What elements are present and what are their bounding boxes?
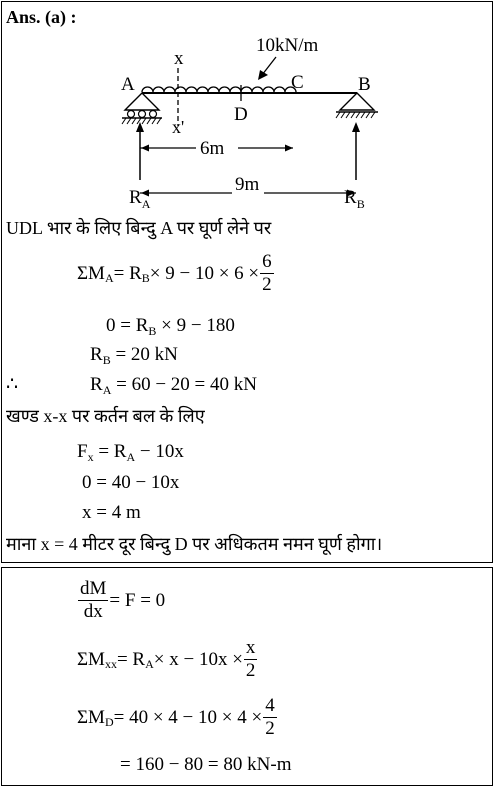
section-bottom-label: x' xyxy=(172,117,185,137)
equation-moment-d: ΣM D = 40 × 4 − 10 × 4 × $\frac{4}{2}$ xyxy=(77,695,275,739)
reaction-arrow-b xyxy=(352,122,360,132)
equation-moment-a: ΣM A = R B × 9 − 10 × 6 × $\frac{6}{2}$ xyxy=(77,251,272,295)
left-support xyxy=(125,93,159,110)
udl-load xyxy=(142,87,296,92)
shear-force-text: खण्ड x-x पर कर्तन बल के लिए xyxy=(6,406,205,426)
dim-6m: 6m xyxy=(200,138,225,159)
max-moment-text: माना x = 4 मीटर दूर बिन्दु D पर अधिकतम नमन घूर्ण होगा। xyxy=(6,534,383,554)
reaction-b-label: $R_B$ xyxy=(344,187,365,211)
label-b: B xyxy=(358,74,371,95)
equation-moment-xx: ΣM xx = R A × x − 10x × $\frac{x}{2}$ xyxy=(77,637,256,681)
equation-shear-force: $F_x = R_A - 10x$ xyxy=(77,441,184,464)
label-a: A xyxy=(121,74,135,95)
beam-diagram xyxy=(0,30,494,215)
label-d: D xyxy=(234,104,248,125)
udl-moment-text: UDL भार के लिए बिन्दु A पर घूर्ण लेने पर xyxy=(6,218,272,238)
label-c: C xyxy=(291,72,304,93)
answer-heading: Ans. (a) : xyxy=(6,7,77,27)
section-top-label: x xyxy=(174,48,184,69)
right-support xyxy=(340,93,374,110)
equation-rb-solve: $0 = R_B \times 9 - 180$ xyxy=(106,315,235,338)
reaction-a-label: $R_A$ xyxy=(129,187,151,211)
equation-final-moment: = 160 − 80 = 80 kN-m xyxy=(120,754,292,775)
equation-rb-value: $R_B = 20$ kN xyxy=(90,344,178,367)
dim-9m: 9m xyxy=(235,174,260,195)
equation-ra-value: $R_A = 60 - 20 = 40$ kN xyxy=(90,374,257,397)
therefore-symbol: ∴ xyxy=(6,374,19,395)
equation-zero-shear: 0 = 40 − 10x xyxy=(82,472,180,493)
equation-x-value: x = 4 m xyxy=(82,502,141,523)
equation-dm-dx: $\frac{dM}{dx}$ = F = 0 xyxy=(80,578,166,622)
load-label: 10kN/m xyxy=(256,35,319,56)
